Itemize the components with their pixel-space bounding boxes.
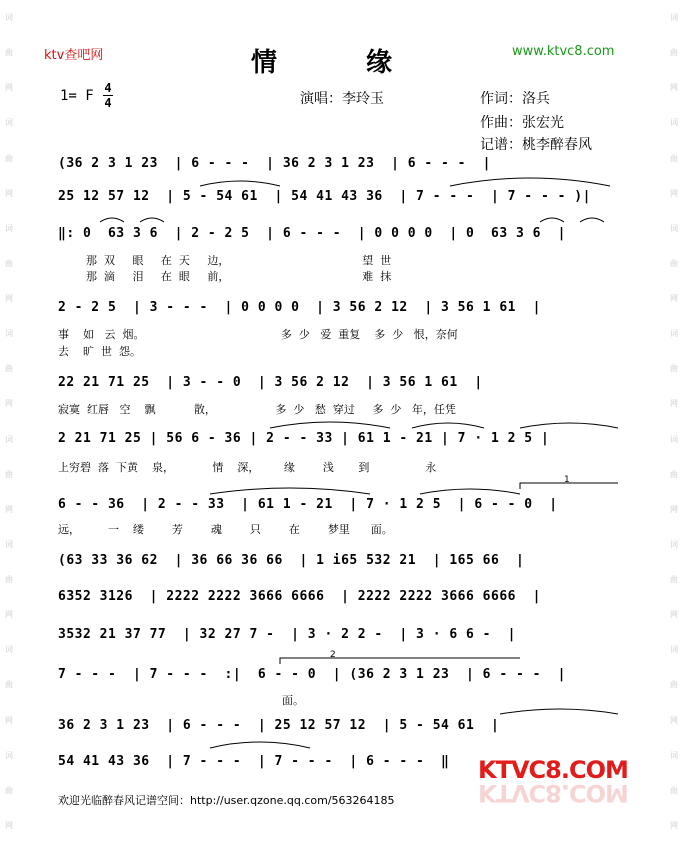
volta-1-label: 1 xyxy=(564,475,570,485)
lyricist-credit: 作词：洛兵 xyxy=(480,91,550,107)
lyric-row-8: 面。 xyxy=(282,694,304,707)
lyric-row-2: 那 滴 泪 在 眼 前， 难 抹 xyxy=(58,270,392,283)
lyric-row-6: 上穷碧 落 下黄 泉， 情 深， 缘 浅 到 永 xyxy=(58,461,437,474)
score-row-1: (36 2 3 1 23 | 6 - - - | 36 2 3 1 23 | 6 - - - | xyxy=(58,156,491,171)
watermark-char: 词 xyxy=(670,223,678,233)
key-signature: 1= F xyxy=(60,88,94,104)
watermark-char: 网 xyxy=(5,504,13,514)
logo-text: KTVC8.COM xyxy=(478,756,628,784)
score-row-10: 3532 21 37 77 | 32 27 7 - | 3 · 2 2 - | 3 · 6 6 - | xyxy=(58,627,516,642)
time-signature-top: 4 xyxy=(104,81,112,95)
lyric-row-5: 寂寞 红唇 空 飘 散， 多 少 愁 穿过 多 少 年，任凭 xyxy=(58,403,456,416)
brand-left: ktv查吧网 xyxy=(44,48,104,63)
watermark-char: 曲 xyxy=(670,48,678,58)
watermark-char: 曲 xyxy=(5,258,13,268)
lyric-row-3: 事 如 云 烟。 多 少 爱 重复 多 少 恨，奈何 xyxy=(58,328,458,341)
brand-right-url[interactable]: www.ktvc8.com xyxy=(512,44,615,59)
watermark-char: 曲 xyxy=(670,575,678,585)
score-row-4: 2 - 2 5 | 3 - - - | 0 0 0 0 | 3 56 2 12 | 3 56 1 61 | xyxy=(58,300,541,315)
watermark-char: 网 xyxy=(5,188,13,198)
watermark-char: 词 xyxy=(5,13,13,23)
watermark-char: 网 xyxy=(670,399,678,409)
right-watermark-strip xyxy=(667,0,681,843)
watermark-char: 曲 xyxy=(5,785,13,795)
watermark-char: 曲 xyxy=(5,469,13,479)
watermark-char: 网 xyxy=(5,294,13,304)
watermark-char: 网 xyxy=(670,504,678,514)
watermark-char: 词 xyxy=(5,750,13,760)
watermark-char: 词 xyxy=(5,434,13,444)
watermark-char: 词 xyxy=(5,118,13,128)
time-signature xyxy=(103,82,113,109)
watermark-char: 词 xyxy=(5,223,13,233)
score-row-3: ‖: 0 63 3 6 | 2 - 2 5 | 6 - - - | 0 0 0 0 | 0 63 3 6 | xyxy=(58,226,566,241)
score-row-11: 7 - - - | 7 - - - :| 6 - - 0 | (36 2 3 1 23 | 6 - - - | xyxy=(58,667,566,682)
watermark-char: 曲 xyxy=(5,364,13,374)
watermark-char: 网 xyxy=(5,820,13,830)
watermark-char: 曲 xyxy=(670,364,678,374)
watermark-char: 网 xyxy=(670,294,678,304)
watermark-char: 曲 xyxy=(5,680,13,690)
watermark-char: 词 xyxy=(5,539,13,549)
watermark-char: 曲 xyxy=(670,153,678,163)
watermark-char: 词 xyxy=(670,434,678,444)
volta-2-label: 2 xyxy=(330,650,336,660)
score-row-9: 6352 3126 | 2222 2222 3666 6666 | 2222 2222 3666 6666 | xyxy=(58,589,541,604)
score-row-2: 25 12 57 12 | 5 - 54 61 | 54 41 43 36 | 7 - - - | 7 - - - )| xyxy=(58,189,591,204)
watermark-char: 网 xyxy=(5,399,13,409)
watermark-char: 曲 xyxy=(670,469,678,479)
watermark-char: 曲 xyxy=(670,785,678,795)
watermark-char: 曲 xyxy=(670,680,678,690)
score-row-5: 22 21 71 25 | 3 - - 0 | 3 56 2 12 | 3 56 1 61 | xyxy=(58,375,483,390)
score-row-13: 54 41 43 36 | 7 - - - | 7 - - - | 6 - - - ‖ xyxy=(58,754,450,769)
lyric-row-4: 去 旷 世 怨。 xyxy=(58,345,141,358)
watermark-char: 词 xyxy=(5,645,13,655)
watermark-char: 词 xyxy=(670,539,678,549)
watermark-char: 词 xyxy=(670,645,678,655)
time-signature-bottom: 4 xyxy=(104,96,112,110)
watermark-char: 词 xyxy=(670,750,678,760)
score-row-6: 2 21 71 25 | 56 6 - 36 | 2 - - 33 | 61 1 - 21 | 7 · 1 2 5 | xyxy=(58,431,550,446)
watermark-char: 曲 xyxy=(5,153,13,163)
score-row-7: 6 - - 36 | 2 - - 33 | 61 1 - 21 | 7 · 1 2 5 | 6 - - 0 | xyxy=(58,497,558,512)
left-watermark-strip xyxy=(2,0,16,843)
watermark-char: 曲 xyxy=(5,575,13,585)
watermark-char: 网 xyxy=(670,715,678,725)
composer-credit: 作曲：张宏光 xyxy=(480,115,564,131)
watermark-char: 网 xyxy=(670,188,678,198)
footer-credit[interactable]: 欢迎光临醉春风记谱空间：http://user.qzone.qq.com/563264185 xyxy=(58,794,395,807)
watermark-char: 曲 xyxy=(670,258,678,268)
logo-reflection: KTVC8.COM xyxy=(478,779,628,807)
score-row-12: 36 2 3 1 23 | 6 - - - | 25 12 57 12 | 5 - 54 61 | xyxy=(58,718,500,733)
lyric-row-7: 远， 一 缕 芳 魂 只 在 梦里 面。 xyxy=(58,523,393,536)
lyric-row-1: 那 双 眼 在 天 边， 望 世 xyxy=(58,254,392,267)
watermark-char: 词 xyxy=(670,13,678,23)
watermark-char: 曲 xyxy=(5,48,13,58)
watermark-char: 网 xyxy=(5,715,13,725)
watermark-char: 网 xyxy=(5,610,13,620)
ktvc8-logo xyxy=(478,756,628,816)
watermark-char: 词 xyxy=(5,329,13,339)
song-title: 情 缘 xyxy=(250,48,433,78)
watermark-char: 网 xyxy=(5,83,13,93)
watermark-char: 网 xyxy=(670,610,678,620)
watermark-char: 词 xyxy=(670,118,678,128)
watermark-char: 网 xyxy=(670,820,678,830)
watermark-char: 词 xyxy=(670,329,678,339)
transcriber-credit: 记谱：桃李醉春风 xyxy=(480,137,592,153)
watermark-char: 网 xyxy=(670,83,678,93)
score-row-8: (63 33 36 62 | 36 66 36 66 | 1 i65 532 21 | 165 66 | xyxy=(58,553,525,568)
singer-credit: 演唱：李玲玉 xyxy=(300,91,384,107)
